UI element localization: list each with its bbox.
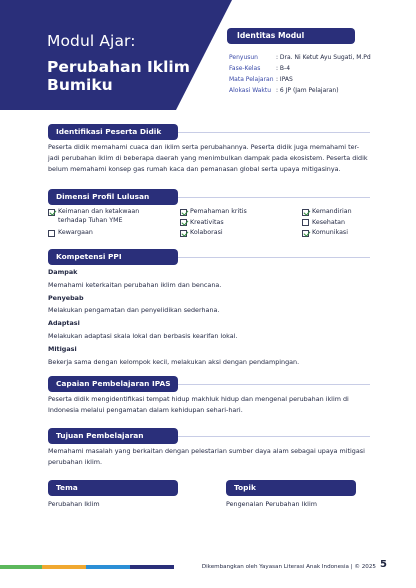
topik-text: Pengenalan Perubahan Iklim: [226, 500, 317, 508]
footer-color-bar-orange: [42, 565, 86, 569]
section-divider: [178, 384, 370, 385]
kompetensi-title: Adaptasi: [48, 319, 80, 328]
footer-color-bar-green: [0, 565, 42, 569]
identitas-heading: Identitas Modul: [227, 28, 355, 44]
kompetensi-text: Melakukan pengamatan dan penyelidikan sederhana.: [48, 306, 220, 315]
identitas-key: Mata Pelajaran: [229, 76, 274, 83]
identitas-row: [229, 52, 371, 63]
kompetensi-text: Melakukan adaptasi skala lokal dan berbasis kearifan lokal.: [48, 331, 238, 340]
footer-color-bar-navy: [130, 565, 174, 569]
topik-heading: Topik: [226, 480, 356, 496]
checkbox-kemandirian[interactable]: [302, 208, 352, 217]
identitas-value: : 6 JP (Jam Pelajaran): [276, 87, 339, 94]
kompetensi-title: Dampak: [48, 268, 78, 276]
checkbox-kewargaan[interactable]: [48, 229, 93, 238]
section-divider: [178, 257, 370, 258]
checkbox-unchecked-icon: [302, 219, 309, 226]
checkbox-label: Pemahaman kritis: [190, 208, 247, 215]
text-line: Indonesia melalui pengamatan dalam kehidupan sehari-hari.: [48, 406, 243, 415]
checkbox-kesehatan[interactable]: [302, 219, 345, 228]
kompetensi-title: Mitigasi: [48, 344, 77, 353]
kompetensi-text: Memahami keterkaitan perubahan iklim dan bencana.: [48, 280, 222, 289]
profil-heading: Dimensi Profil Lulusan: [48, 189, 178, 205]
tema-heading: Tema: [48, 480, 178, 496]
section-divider: [178, 436, 370, 437]
checkbox-checked-icon: [180, 219, 187, 226]
checkbox-label: Kesehatan: [312, 218, 346, 226]
tujuan-heading: Tujuan Pembelajaran: [48, 428, 178, 444]
checkbox-label: Kreativitas: [190, 218, 224, 226]
section-divider: [178, 197, 370, 198]
title-line-1: Perubahan Iklim: [47, 58, 190, 76]
page-number: 5: [380, 559, 387, 570]
identitas-key: Fase-Kelas: [229, 65, 261, 72]
kompetensi-heading: Kompetensi PPI: [48, 249, 178, 265]
checkbox-checked-icon: [180, 230, 187, 237]
module-label: Modul Ajar:: [47, 32, 136, 50]
footer-color-bar-blue: [86, 565, 130, 569]
page-title: [47, 58, 190, 94]
identitas-key: Penyusun: [229, 54, 258, 61]
identitas-row: [229, 74, 371, 85]
text-line: jadi perubahan iklim di beberapa daerah yang menimbulkan dampak pada ekosistem. Peserta didik: [48, 154, 368, 163]
checkbox-label: Kemandirian: [312, 208, 352, 215]
identifikasi-heading: Identifikasi Peserta Didik: [48, 124, 178, 140]
checkbox-kreativitas[interactable]: [180, 219, 224, 228]
footer-credit: Dikembangkan oleh Yayasan Literasi Anak Indonesia | © 2025: [201, 564, 376, 570]
checkbox-kolaborasi[interactable]: [180, 229, 223, 238]
identitas-table: [229, 52, 371, 96]
checkbox-pemahaman-kritis[interactable]: [180, 208, 247, 217]
capaian-heading: Capaian Pembelajaran IPAS: [48, 376, 178, 392]
text-line: Memahami masalah yang berkaitan dengan pelestarian sumber daya alam sebagai upaya mitigasi: [48, 447, 365, 455]
checkbox-label: Komunikasi: [312, 229, 348, 236]
capaian-text: [48, 394, 378, 416]
identitas-value: : IPAS: [276, 76, 293, 83]
identitas-row: [229, 63, 371, 74]
checkbox-checked-icon: [48, 209, 55, 216]
checkbox-checked-icon: [180, 209, 187, 216]
text-line: perubahan iklim.: [48, 458, 102, 467]
checkbox-komunikasi[interactable]: [302, 229, 348, 238]
identitas-value: : B-4: [276, 65, 291, 72]
checkbox-label: Kewargaan: [58, 229, 93, 236]
text-line: Peserta didik memahami cuaca dan iklim serta perubahannya. Peserta didik juga memahami ter-: [48, 143, 360, 151]
identitas-value: : Dra. Ni Ketut Ayu Sugati, M.Pd: [276, 54, 371, 61]
kompetensi-text: Bekerja sama dengan kelompok kecil, melakukan aksi dengan pendampingan.: [48, 357, 300, 366]
identitas-key: Alokasi Waktu: [229, 87, 272, 94]
checkbox-unchecked-icon: [48, 230, 55, 237]
checkbox-checked-icon: [302, 230, 309, 237]
identitas-row: [229, 85, 371, 96]
text-line: belum memahami konsep gas rumah kaca dan pemanasan global serta upaya mitigasinya.: [48, 165, 341, 174]
tema-text: Perubahan Iklim: [48, 500, 100, 508]
checkbox-label: Kolaborasi: [190, 229, 223, 236]
kompetensi-title: Penyebab: [48, 293, 84, 302]
checkbox-keimanan[interactable]: [48, 208, 158, 225]
text-line: Peserta didik mengidentifikasi tempat hidup makhluk hidup dan mengenal perubahan iklim di: [48, 395, 349, 403]
kompetensi-list: [48, 266, 378, 368]
checkbox-label: Keimanan dan ketakwaan terhadap Tuhan YME: [58, 208, 140, 224]
section-divider: [178, 132, 370, 133]
identifikasi-text: [48, 142, 378, 176]
title-line-2: Bumiku: [47, 76, 113, 94]
tujuan-text: [48, 446, 378, 468]
checkbox-checked-icon: [302, 209, 309, 216]
